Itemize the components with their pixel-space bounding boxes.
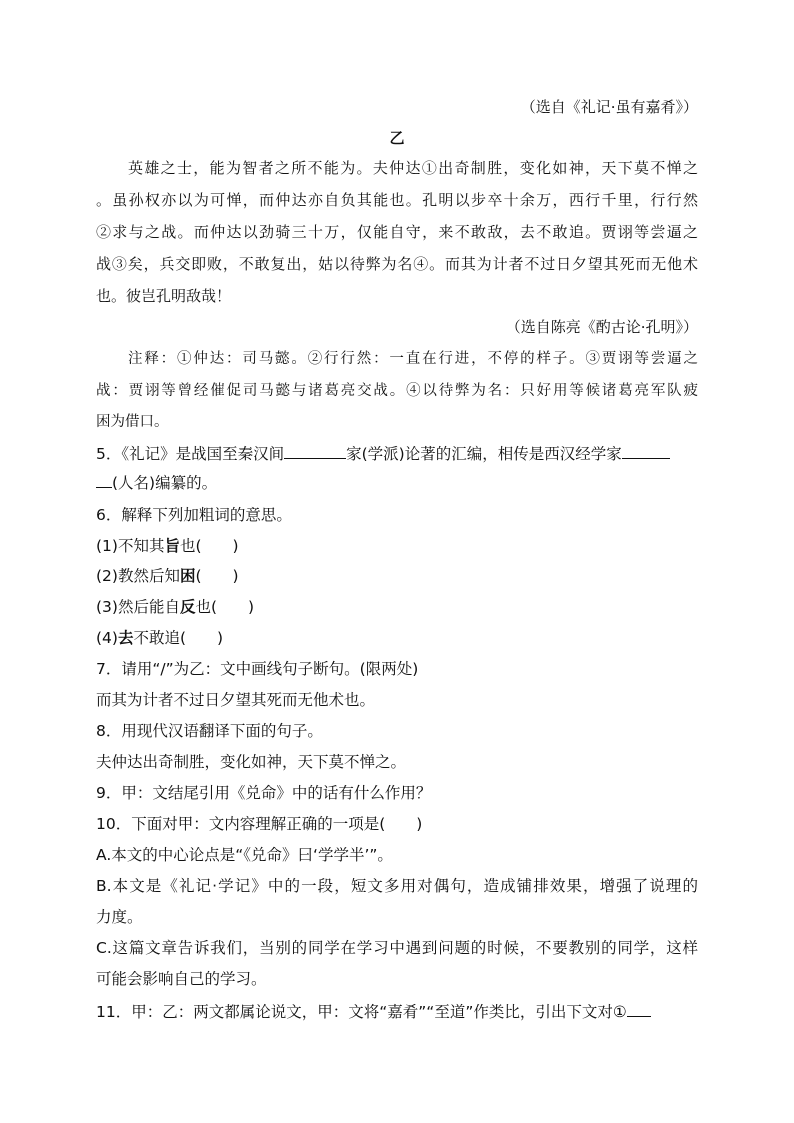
question-5-line-1: [96, 442, 670, 464]
question-5-line-2: [96, 471, 217, 493]
passage-b-line-2: 。虽孙权亦以为可惮，而仲达亦自负其能也。孔明以步卒十余万，西行千里，行行然: [96, 191, 698, 209]
question-8-title: 8．用现代汉语翻译下面的句子。: [96, 722, 323, 740]
source-citation-b: （选自陈亮《酌古论·孔明》）: [505, 318, 698, 336]
q6-item-4-pre: (4): [96, 629, 118, 647]
question-10-title: 10．下面对甲：文内容理解正确的一项是( ): [96, 815, 423, 833]
q10-option-a[interactable]: A.本文的中心论点是“《兑命》曰‘学学半’”。: [96, 846, 393, 864]
notes-line-1: 注释：①仲达：司马懿。②行行然：一直在行进，不停的样子。③贾诩等尝逼之: [128, 351, 698, 367]
question-9: 9．甲：文结尾引用《兑命》中的话有什么作用？: [96, 784, 432, 802]
q11-text: 11．甲：乙：两文都属论说文，甲：文将“嘉肴”“至道”作类比，引出下文对①: [96, 1003, 627, 1021]
q6-item-2-post: ( ): [195, 567, 239, 585]
q5-text-a: 5．《礼记》是战国至秦汉间: [96, 445, 285, 463]
q10-option-b-line-1[interactable]: B.本文是《礼记·学记》中的一段，短文多用对偶句，造成铺排效果，增强了说理的: [96, 877, 698, 895]
passage-b-line-4: 战③矣，兵交即败，不敢复出，姑以待弊为名④。而其为计者不过日夕望其死而无他术: [96, 255, 698, 273]
q10-option-c-line-2[interactable]: 可能会影响自己的学习。: [96, 970, 267, 988]
q10-option-c-line-1[interactable]: C.这篇文章告诉我们，当别的同学在学习中遇到问题的时候，不要教别的同学，这样: [96, 939, 698, 957]
question-6-title: 6．解释下列加粗词的意思。: [96, 506, 292, 524]
notes-line-2: 战：贾诩等曾经催促司马懿与诸葛亮交战。④以待弊为名：只好用等候诸葛亮军队疲: [96, 383, 698, 399]
q6-item-1-post: 也( ): [179, 537, 239, 555]
q6-item-3-bold: 反: [179, 598, 196, 616]
q6-item-1-pre: (1)不知其: [96, 537, 165, 555]
source-citation-a: （选自《礼记·虽有嘉肴》）: [520, 98, 698, 116]
q6-item-4-post: 不敢追( ): [133, 629, 224, 647]
question-8-sentence: 夫仲达出奇制胜，变化如神，天下莫不惮之。: [96, 753, 407, 771]
q10-option-b-line-2[interactable]: 力度。: [96, 908, 143, 926]
q6-item-2: [96, 564, 239, 586]
question-7-title: 7．请用“/”为乙：文中画线句子断句。(限两处): [96, 660, 419, 678]
q5-blank-2[interactable]: [622, 444, 670, 459]
q6-item-2-bold: 困: [179, 567, 196, 585]
passage-b-line-5: 也。彼岂孔明敌哉！: [96, 287, 232, 305]
q6-item-1: [96, 534, 239, 556]
notes-line-3: 困为借口。: [96, 414, 169, 430]
passage-b-line-1: 英雄之士，能为智者之所不能为。夫仲达①出奇制胜，变化如神，天下莫不惮之: [128, 159, 698, 177]
q6-item-3-post: 也( ): [195, 598, 255, 616]
question-11: [96, 1000, 651, 1022]
q5-blank-1[interactable]: [284, 444, 346, 459]
heading-b: 乙: [389, 129, 405, 147]
q5-blank-2-cont[interactable]: [96, 473, 112, 488]
q6-item-4: [96, 626, 223, 648]
q6-item-3: [96, 595, 254, 617]
q5-text-b: 家(学派)论著的汇编，相传是西汉经学家: [346, 445, 622, 463]
q5-text-c: (人名)编纂的。: [112, 474, 218, 492]
passage-b-line-3: ②求与之战。而仲达以劲骑三十万，仅能自守，来不敢敌，去不敢追。贾诩等尝逼之: [96, 223, 698, 241]
q6-item-3-pre: (3)然后能自: [96, 598, 180, 616]
q6-item-2-pre: (2)教然后知: [96, 567, 180, 585]
question-7-sentence: 而其为计者不过日夕望其死而无他术也。: [96, 691, 376, 709]
q11-blank-1[interactable]: [627, 1002, 651, 1017]
q6-item-4-bold: 去: [117, 629, 134, 647]
q6-item-1-bold: 旨: [164, 537, 180, 555]
